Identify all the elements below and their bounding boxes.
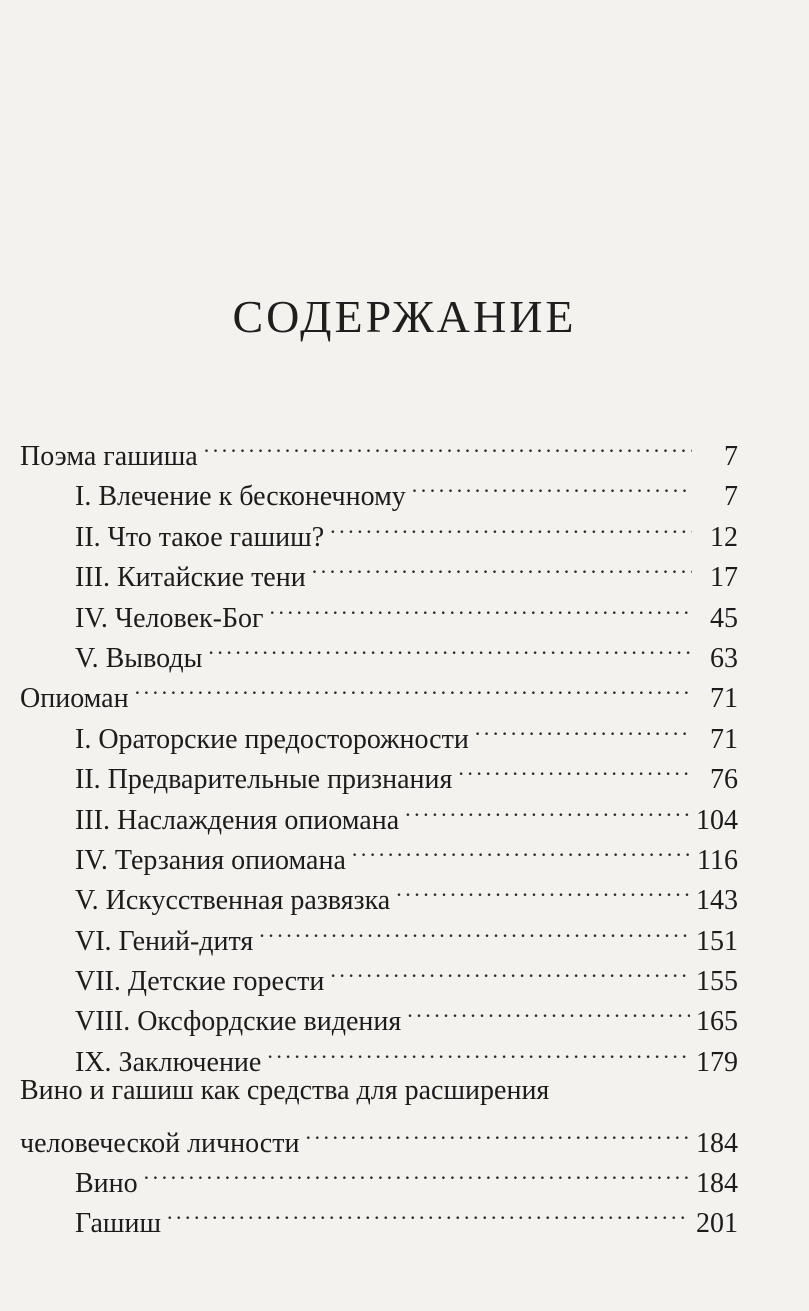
toc-entry-page: 12 [710,521,738,553]
dot-leader [208,627,692,667]
toc-entry-title: V. Искусственная развязка [75,885,391,917]
toc-entry[interactable] [20,1112,738,1159]
toc-entry-title: VII. Детские горести [75,966,325,998]
dot-leader [305,1112,690,1152]
dot-leader [270,587,692,627]
dot-leader [475,708,692,748]
dot-leader [144,1152,690,1192]
toc-entry-title: Опиоман [20,683,129,715]
toc-entry-page: 71 [710,683,738,715]
toc-entry-title: VI. Гений-дитя [75,925,254,957]
dot-leader [405,789,690,829]
toc-entry-page: 201 [696,1208,738,1240]
table-of-contents [20,425,738,1240]
toc-entry-title: IV. Человек-Бог [75,602,264,634]
toc-entry-title: Гашиш [75,1208,162,1240]
dot-leader [267,1031,690,1071]
dot-leader [135,667,692,707]
toc-entry-page: 165 [696,1006,738,1038]
dot-leader [407,990,690,1030]
toc-entry-page: 179 [696,1046,738,1078]
toc-entry-page: 7 [724,481,738,513]
dot-leader [458,748,692,788]
toc-entry-title: II. Предварительные признания [75,764,453,796]
toc-entry-title: Поэма гашиша [20,441,198,472]
dot-leader [352,829,691,869]
toc-entry-page: 63 [710,642,738,674]
toc-entry-page: 76 [710,764,738,796]
dot-leader [330,950,690,990]
toc-entry-page: 116 [697,844,738,876]
toc-entry-title: I. Ораторские предосторожности [75,723,469,755]
toc-entry-page: 71 [710,723,738,755]
toc-entry-title: Вино [75,1168,138,1200]
toc-entry-page: 17 [710,562,738,594]
dot-leader [330,506,692,546]
toc-entry-title: IV. Терзания опиомана [75,844,346,876]
toc-entry-title: IX. Заключение [75,1046,262,1078]
toc-entry-page: 151 [696,925,738,957]
dot-leader [167,1192,690,1232]
toc-entry-title: VIII. Оксфордские видения [75,1006,402,1038]
toc-entry-page: 7 [724,441,738,472]
toc-entry-title: V. Выводы [75,642,203,674]
toc-entry-page: 143 [696,885,738,917]
toc-entry-title: III. Китайские тени [75,562,306,594]
toc-entry[interactable] [20,425,738,472]
dot-leader [204,425,692,465]
toc-entry-title: Вино и гашиш как средства для расширения [20,1075,550,1107]
dot-leader [312,546,692,586]
dot-leader [396,869,690,909]
toc-entry-title: III. Наслаждения опиомана [75,804,400,836]
toc-entry-title-continued: человеческой личности [20,1127,300,1159]
dot-leader [259,910,690,950]
toc-entry-page: 184 [696,1127,738,1159]
toc-entry-page: 155 [696,966,738,998]
page-title: СОДЕРЖАНИЕ [232,291,577,342]
dot-leader [412,465,692,505]
toc-entry-page: 184 [696,1168,738,1200]
toc-entry-multiline-start[interactable] [20,1071,738,1111]
toc-entry-title: I. Влечение к бесконечному [75,481,406,513]
toc-entry-page: 104 [696,804,738,836]
toc-entry-title: II. Что такое гашиш? [75,521,325,553]
toc-entry-page: 45 [710,602,738,634]
